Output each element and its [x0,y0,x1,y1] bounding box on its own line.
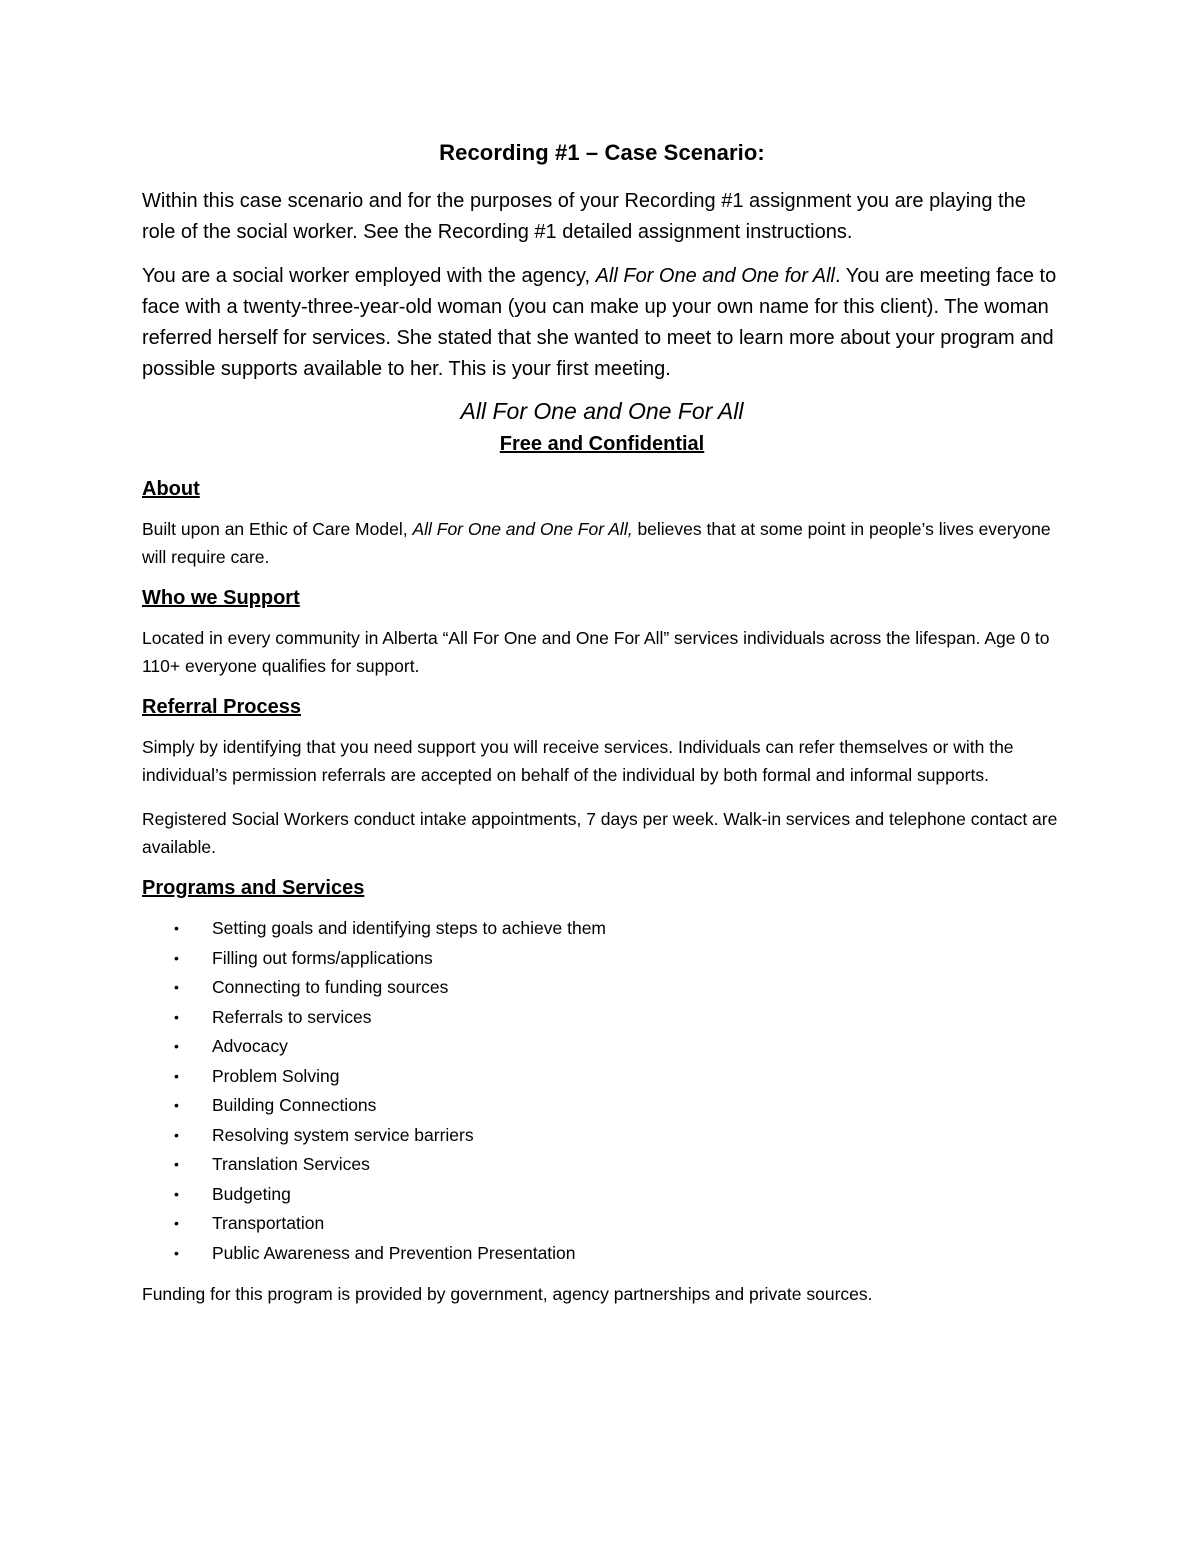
intro-text-before: You are a social worker employed with the agency, [142,265,596,287]
bullet-icon: • [174,1244,179,1261]
funding-paragraph: Funding for this program is provided by government, agency partnerships and private sources. [142,1284,873,1304]
programs-services-heading: Programs and Services [142,877,365,899]
service-label: Setting goals and identifying steps to achieve them [212,918,606,938]
list-item [142,973,1062,1003]
about-org-name: All For One and One For All, [412,519,633,539]
about-paragraph [142,515,1062,571]
list-item [142,1180,1062,1210]
bullet-icon: • [174,1097,179,1113]
list-item [142,1209,1062,1239]
list-item [142,1003,1062,1033]
bullet-icon: • [174,1126,179,1143]
service-label: Problem Solving [212,1065,340,1086]
about-heading: About [142,478,200,500]
service-label: Filling out forms/applications [212,947,433,968]
list-item [142,1032,1062,1062]
list-item [142,1062,1062,1092]
organization-tagline: Free and Confidential [499,433,705,455]
document-page [142,140,1062,1324]
agency-name-inline: All For One and One for All [595,265,835,287]
service-label: Public Awareness and Prevention Presentation [212,1242,576,1263]
about-text-after: believes that at some point in people’s lives everyone will require care. [142,519,1051,567]
referral-process-heading: Referral Process [142,696,301,718]
who-we-support-paragraph: Located in every community in Alberta “All For One and One For All” services individuals across the lifespan. Age 0 to 110+ everyone qualifies for support. [142,628,1050,676]
referral-paragraph-1: Simply by identifying that you need support you will receive services. Individuals can refer themselves or with the individual’s permission referrals are accepted on behalf of the individual by both formal and informal supports. [142,737,1014,785]
intro-text-after: . You are meeting face to face with a twenty-three-year-old woman (you can make up your own name for this client). The woman referred herself for services. She stated that she wanted to meet to learn more about your program and possible supports available to her. This is your first meeting. [142,265,1057,380]
referral-paragraph-2: Registered Social Workers conduct intake appointments, 7 days per week. Walk-in services and telephone contact are available. [142,809,1058,857]
list-item [142,944,1062,974]
service-label: Budgeting [212,1183,291,1204]
bullet-icon: • [174,949,179,966]
intro-paragraph-1: Within this case scenario and for the purposes of your Recording #1 assignment you are playing the role of the social worker. See the Recording #1 detailed assignment instructions. [142,190,1026,243]
intro-paragraph-2 [142,261,1062,385]
bullet-icon: • [174,1067,179,1084]
bullet-icon: • [174,1008,179,1025]
service-label: Building Connections [212,1095,377,1115]
list-item [142,914,1062,944]
service-label: Referrals to services [212,1006,372,1027]
service-label: Transportation [212,1213,325,1233]
bullet-icon: • [174,920,179,936]
list-item [142,1091,1062,1121]
bullet-icon: • [174,1038,179,1054]
service-label: Resolving system service barriers [212,1124,474,1145]
list-item [142,1121,1062,1151]
who-we-support-heading: Who we Support [142,587,300,609]
bullet-icon: • [174,979,179,995]
bullet-icon: • [174,1185,179,1202]
document-title: Recording #1 – Case Scenario: [439,140,765,165]
service-label: Connecting to funding sources [212,977,449,997]
list-item [142,1150,1062,1180]
bullet-icon: • [174,1156,179,1172]
bullet-icon: • [174,1215,179,1231]
organization-name: All For One and One For All [460,398,744,424]
about-text-before: Built upon an Ethic of Care Model, [142,519,413,539]
service-label: Translation Services [212,1154,370,1174]
list-item [142,1239,1062,1269]
service-label: Advocacy [212,1036,288,1056]
services-list [142,914,1062,1268]
